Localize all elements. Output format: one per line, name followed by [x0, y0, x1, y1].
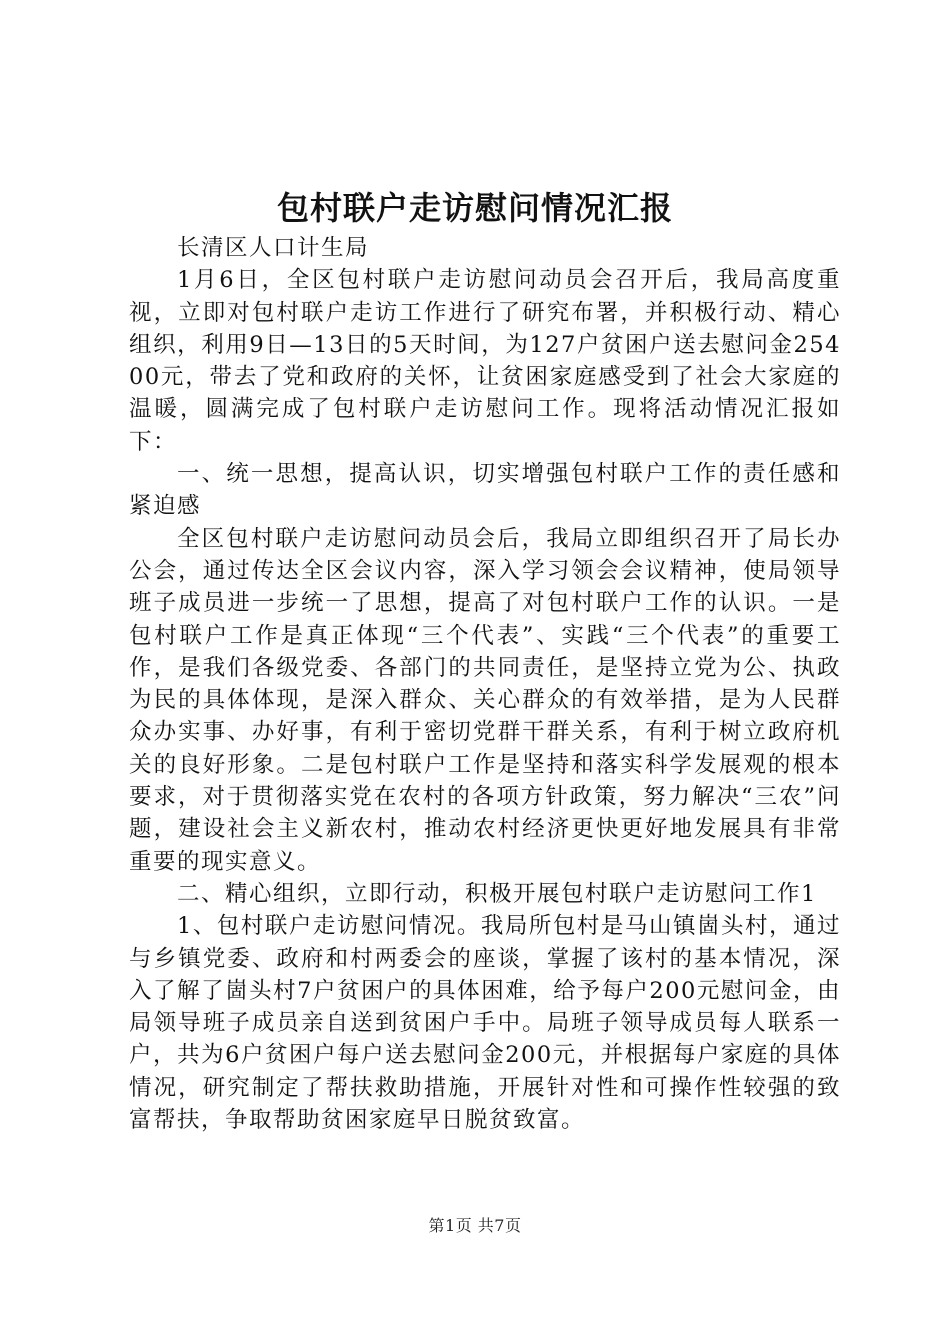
page-footer: 第1页 共7页	[428, 1216, 522, 1235]
paragraph-section-1: 全区包村联户走访慰问动员会后，我局立即组织召开了局长办公会，通过传达全区会议内容，深入学习领会会议精神，使局领导班子成员进一步统一了思想，提高了对包村联户工作的认识。一是包村联户工作是真正体现“三个代表”、实践“三个代表”的重要工作，是我们各级党委、各部门的共同责任，是坚持立党为公、执政为民的具体体现，是深入群众、关心群众的有效举措，是为人民群众办实事、办好事，有利于密切党群干群关系，有利于树立政府机关的良好形象。二是包村联户工作是坚持和落实科学发展观的根本要求，对于贯彻落实党在农村的各项方针政策，努力解决“三农”问题，建设社会主义新农村，推动农村经济更快更好地发展具有非常重要的现实意义。	[129, 525, 841, 875]
document-author: 长清区人口计生局	[177, 235, 370, 261]
document-body	[129, 232, 841, 1136]
paragraph-intro: 1月6日，全区包村联户走访慰问动员会召开后，我局高度重视，立即对包村联户走访工作进行了研究布署，并积极行动、精心组织，利用9日—13日的5天时间，为127户贫困户送去慰问金25400元，带去了党和政府的关怀，让贫困家庭感受到了社会大家庭的温暖，圆满完成了包村联户走访慰问工作。现将活动情况汇报如下：	[129, 267, 841, 455]
document-title: 包村联户走访慰问情况汇报	[276, 189, 673, 227]
paragraph-section-2-item-1: 1、包村联户走访慰问情况。我局所包村是马山镇崮头村，通过与乡镇党委、政府和村两委会的座谈，掌握了该村的基本情况，深入了解了崮头村7户贫困户的具体困难，给予每户200元慰问金，由局领导班子成员亲自送到贫困户手中。局班子领导成员每人联系一户，共为6户贫困户每户送去慰问金200元，并根据每户家庭的具体情况，研究制定了帮扶救助措施，开展针对性和可操作性较强的致富帮扶，争取帮助贫困家庭早日脱贫致富。	[129, 913, 841, 1134]
section-heading-2: 二、精心组织，立即行动，积极开展包村联户走访慰问工作1	[177, 880, 817, 907]
section-heading-1: 一、统一思想，提高认识，切实增强包村联户工作的责任感和紧迫感	[129, 461, 841, 520]
